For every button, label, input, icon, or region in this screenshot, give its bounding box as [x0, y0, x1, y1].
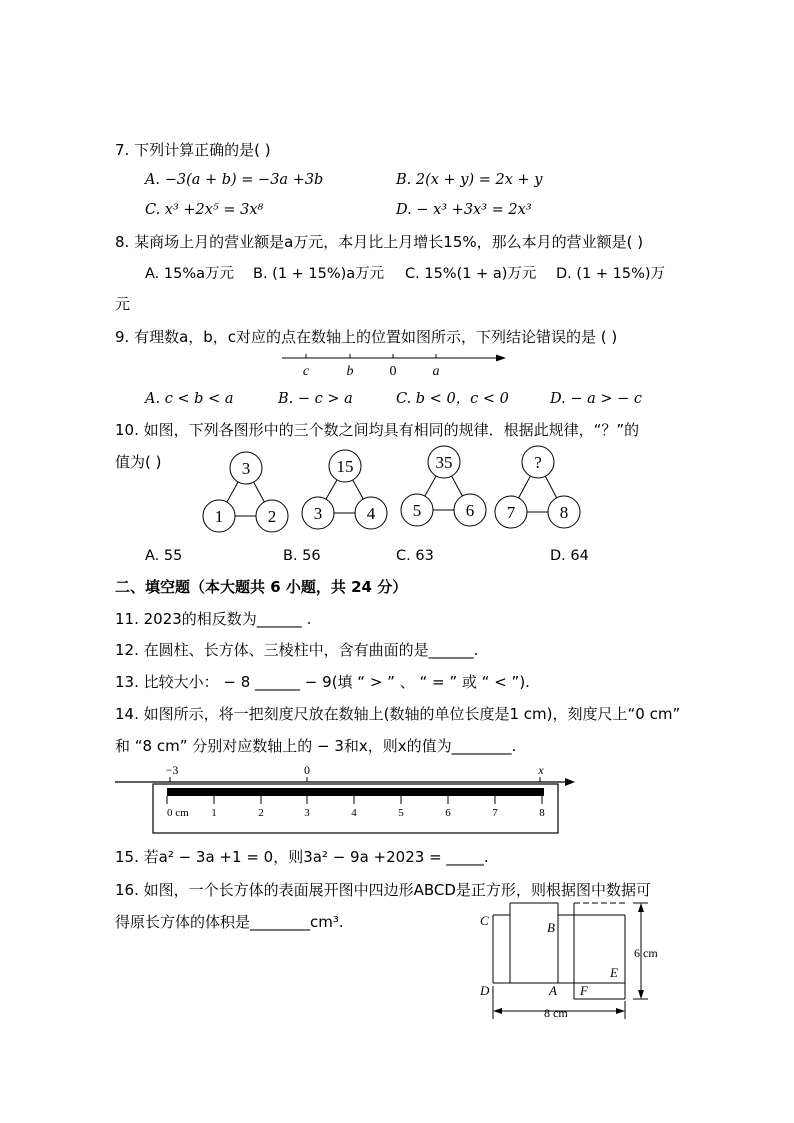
q10-t2-top: 15: [336, 457, 354, 476]
q8-option-d-wrap: 元: [115, 295, 131, 313]
q9-option-c: C. b < 0，c < 0: [396, 391, 509, 407]
section-2-heading: 二、填空题（本大题共 6 小题，共 24 分）: [115, 578, 408, 596]
q10-option-b: B. 56: [283, 548, 321, 564]
q16-line2: 得原长方体的体积是________cm³.: [115, 913, 344, 931]
q14-ruler-label-8: 8: [539, 807, 545, 819]
q9-label-b: b: [346, 364, 354, 379]
q14-ruler-label-4: 4: [351, 807, 357, 819]
q7-option-c: C. x³ +2x⁵ = 3x⁸: [145, 202, 264, 218]
q10-t3-right: 6: [465, 501, 475, 520]
q14-ruler-label-3: 3: [304, 807, 310, 819]
q8-option-c: C. 15%(1 + a)万元: [405, 266, 537, 282]
q10-t4-top: ?: [534, 453, 542, 472]
q16-label-e: E: [610, 965, 618, 980]
q10-t1-right: 2: [267, 507, 277, 526]
q11-text: 11. 2023的相反数为______ .: [115, 610, 312, 628]
q7-stem: 7. 下列计算正确的是( ): [115, 141, 271, 159]
q9-label-a: a: [432, 364, 440, 379]
q9-label-c: c: [302, 364, 310, 379]
q10-triangle-1: [200, 446, 295, 538]
q10-t4-left: 7: [506, 503, 516, 522]
q9-number-line: [280, 350, 510, 378]
q10-stem-line1: 10. 如图，下列各图形中的三个数之间均具有相同的规律．根据此规律，“？”的: [115, 421, 640, 439]
q16-label-height: 6 cm: [634, 946, 658, 960]
q15-text: 15. 若a² − 3a +1 = 0，则3a² − 9a +2023 = _____.: [115, 848, 489, 866]
q10-t2-left: 3: [313, 504, 323, 523]
q16-label-b: B: [547, 920, 555, 935]
q8-option-a: A. 15%a万元: [145, 266, 234, 282]
q10-t1-left: 1: [214, 507, 224, 526]
q7-option-d: D. − x³ +3x³ = 2x³: [396, 202, 532, 218]
q10-t3-top: 35: [435, 453, 453, 472]
q14-axis-label-x: x: [538, 763, 544, 777]
q14-axis-label-zero: 0: [304, 763, 310, 777]
q14-line1: 14. 如图所示，将一把刻度尺放在数轴上(数轴的单位长度是1 cm)，刻度尺上“0 cm”: [115, 705, 681, 723]
q14-line2: 和 “8 cm” 分别对应数轴上的 − 3和x，则x的值为________.: [115, 737, 517, 755]
q14-ruler-label-6: 6: [445, 807, 451, 819]
q16-label-d: D: [480, 983, 490, 998]
q14-ruler-label-1: 1: [211, 807, 217, 819]
q10-triangle-4: [492, 444, 587, 536]
q9-stem: 9. 有理数a，b，c对应的点在数轴上的位置如图所示，下列结论错误的是 ( ): [115, 328, 618, 346]
q7-option-a: A. −3(a + b) = −3a +3b: [145, 172, 324, 188]
q16-net-figure: [478, 895, 678, 1020]
q14-ruler-label-0: 0 cm: [167, 807, 189, 819]
q10-t1-top: 3: [241, 459, 251, 478]
q8-option-d: D. (1 + 15%)万: [556, 266, 666, 282]
q16-line1: 16. 如图，一个长方体的表面展开图中四边形ABCD是正方形，则根据图中数据可: [115, 881, 651, 899]
q9-option-a: A. c < b < a: [145, 391, 234, 407]
q14-ruler-figure: [115, 762, 580, 837]
q9-option-b: B. − c > a: [278, 391, 353, 407]
q10-triangle-2: [299, 446, 394, 538]
q14-ruler-label-7: 7: [492, 807, 498, 819]
q10-t3-left: 5: [412, 501, 422, 520]
q8-option-b: B. (1 + 15%)a万元: [253, 266, 385, 282]
q16-label-a: A: [549, 983, 557, 998]
q10-t4-right: 8: [559, 503, 569, 522]
q9-option-d: D. − a > − c: [550, 391, 642, 407]
q10-stem-line2: 值为( ): [115, 453, 162, 471]
q12-text: 12. 在圆柱、长方体、三棱柱中，含有曲面的是______.: [115, 641, 479, 659]
q10-triangle-3: [398, 444, 493, 536]
q8-stem: 8. 某商场上月的营业额是a万元，本月比上月增长15%，那么本月的营业额是( ): [115, 233, 644, 251]
q14-axis-label-neg3: −3: [165, 763, 179, 777]
q16-label-f: F: [580, 983, 588, 998]
q16-label-c: C: [480, 913, 489, 928]
q13-text: 13. 比较大小： − 8 ______ − 9(填 “ > ” 、 “ = ” 或 “ < ”).: [115, 673, 530, 691]
q10-option-d: D. 64: [550, 548, 589, 564]
q10-option-c: C. 63: [396, 548, 434, 564]
q7-option-b: B. 2(x + y) = 2x + y: [396, 172, 543, 188]
q10-option-a: A. 55: [145, 548, 183, 564]
q14-ruler-label-5: 5: [398, 807, 404, 819]
q10-t2-right: 4: [366, 504, 376, 523]
q16-label-width: 8 cm: [544, 1006, 568, 1020]
q14-ruler-label-2: 2: [258, 807, 264, 819]
q9-label-zero: 0: [389, 364, 397, 379]
